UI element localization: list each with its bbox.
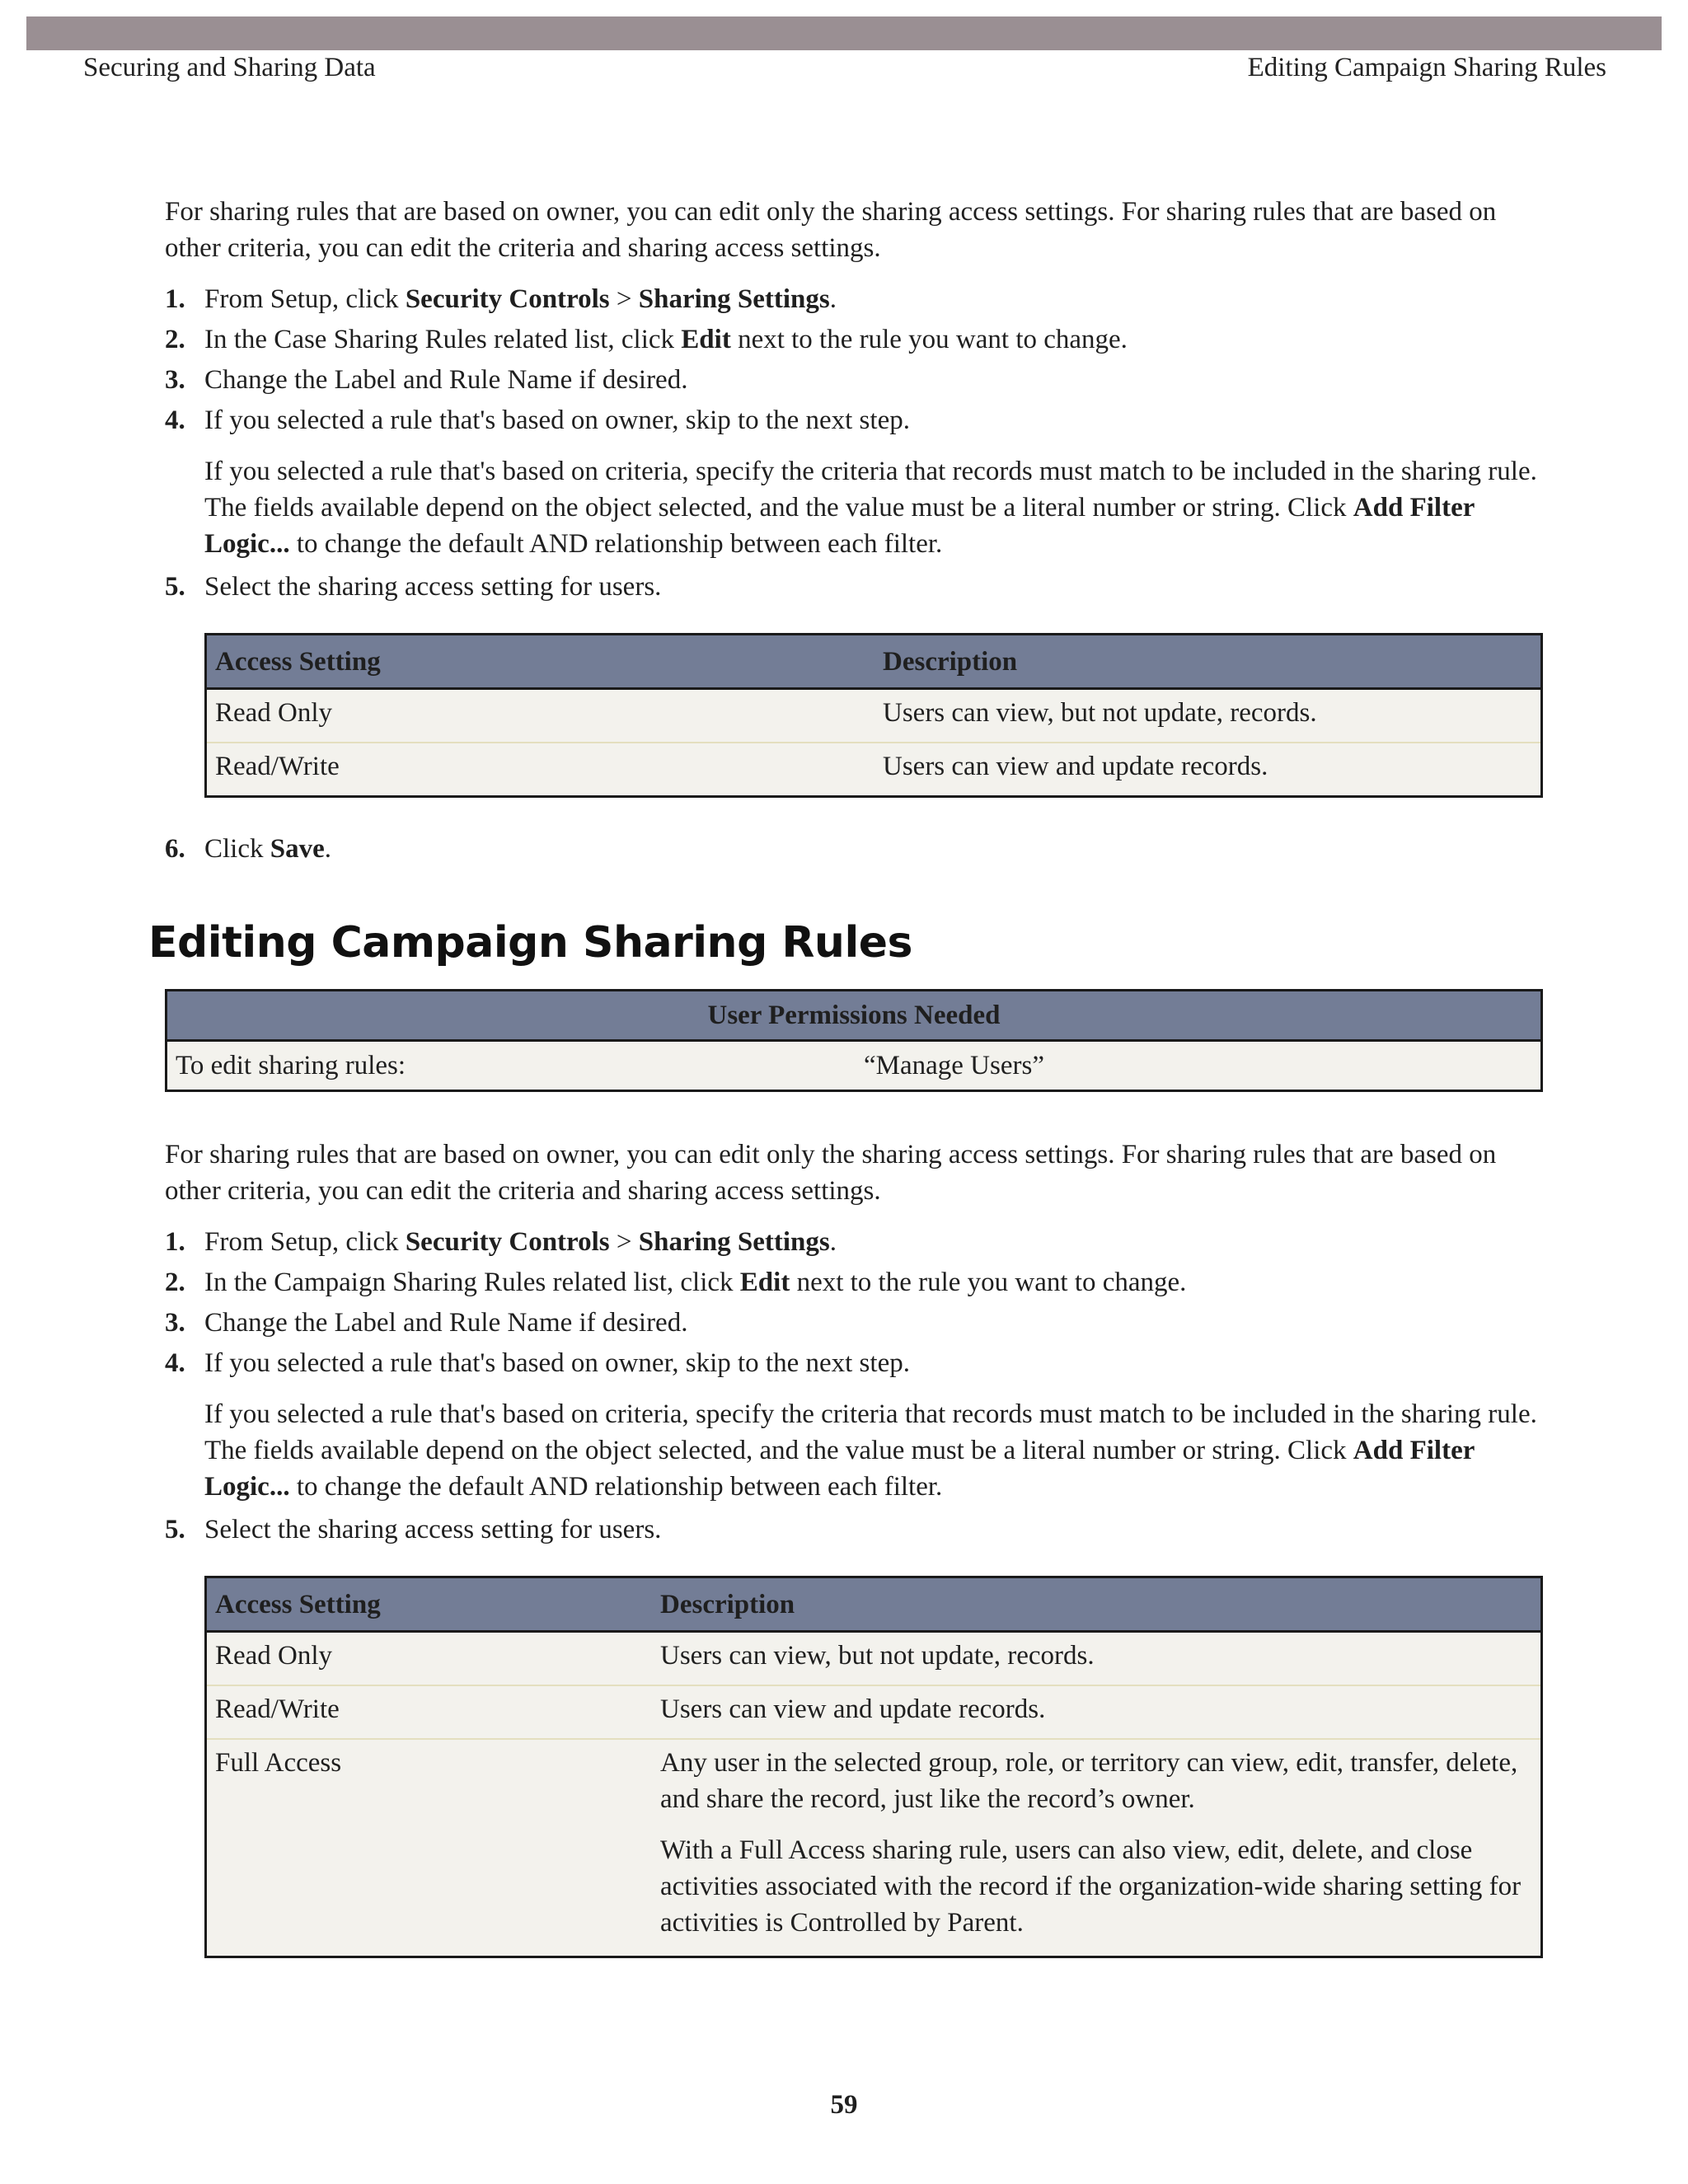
page-number: 59: [830, 2090, 858, 2120]
step-text: Change the Label and Rule Name if desired.: [204, 1308, 688, 1338]
description-cell: Users can view, but not update, records.: [874, 689, 1542, 743]
running-header-right: Editing Campaign Sharing Rules: [1247, 53, 1606, 82]
step-subparagraph: [204, 1396, 1543, 1505]
access-setting-cell: Read Only: [206, 689, 875, 743]
step-number: 2.: [165, 325, 185, 354]
step-text: From Setup, click: [204, 1227, 406, 1257]
step-text: Select the sharing access setting for users.: [204, 572, 662, 602]
path-separator: >: [609, 1227, 639, 1257]
permission-task-cell: To edit sharing rules:: [166, 1041, 856, 1091]
step-number: 3.: [165, 1308, 185, 1338]
menu-path-sharing-settings: Sharing Settings: [638, 284, 830, 314]
table-row: [206, 1739, 1542, 1957]
step-number: 3.: [165, 365, 185, 395]
column-header-description: Description: [874, 635, 1542, 689]
case-steps-list: [165, 281, 1543, 605]
add-filter-logic-text: Add Filter Logic...: [204, 493, 1475, 559]
step-item: [165, 569, 1543, 605]
case-steps-list-continued: [165, 831, 1543, 867]
edit-link-text: Edit: [681, 325, 731, 354]
column-header-description: Description: [652, 1577, 1542, 1632]
campaign-access-settings-table: [204, 1576, 1543, 1958]
permissions-header: User Permissions Needed: [166, 991, 1542, 1041]
step-item: [165, 321, 1543, 358]
step-text: Select the sharing access setting for users.: [204, 1515, 662, 1544]
running-header-left: Securing and Sharing Data: [83, 53, 376, 82]
description-cell: Users can view and update records.: [652, 1685, 1542, 1739]
step-number: 4.: [165, 405, 185, 435]
step-item: [165, 1264, 1543, 1301]
step-item: [165, 1345, 1543, 1505]
save-text: Save: [270, 834, 325, 864]
case-access-settings-table: [204, 633, 1543, 798]
step-text-end: .: [829, 1227, 837, 1257]
edit-link-text: Edit: [739, 1268, 790, 1297]
step-text: In the Case Sharing Rules related list, click: [204, 325, 682, 354]
column-header-access-setting: Access Setting: [206, 1577, 653, 1632]
table-row: [206, 1632, 1542, 1686]
menu-path-security-controls: Security Controls: [405, 1227, 610, 1257]
header-bar: [26, 16, 1662, 50]
step-item: [165, 1511, 1543, 1548]
access-setting-cell: Read/Write: [206, 743, 875, 797]
step-item: [165, 1305, 1543, 1341]
step-text: Click: [204, 834, 270, 864]
step-item: [165, 1224, 1543, 1260]
step-text: Change the Label and Rule Name if desired.: [204, 365, 688, 395]
step-text: In the Campaign Sharing Rules related list, click: [204, 1268, 740, 1297]
intro-paragraph: For sharing rules that are based on owner, you can edit only the sharing access settings. For sharing rules that are based on other criteria, you can edit the criteria and sharing access settings.: [165, 1140, 1497, 1206]
description-cell: Users can view and update records.: [874, 743, 1542, 797]
step-text: If you selected a rule that's based on owner, skip to the next step.: [204, 1348, 910, 1378]
subparagraph-text: If you selected a rule that's based on criteria, specify the criteria that records must match to be included in the sharing rule. The fields available depend on the object selected, and the value must be a literal number or string. Click: [204, 457, 1537, 523]
step-number: 1.: [165, 284, 185, 314]
step-text: From Setup, click: [204, 284, 406, 314]
step-item: [165, 402, 1543, 562]
step-text-end: next to the rule you want to change.: [730, 325, 1128, 354]
subparagraph-text-end: to change the default AND relationship between each filter.: [289, 1472, 943, 1502]
step-item: [165, 831, 1543, 867]
menu-path-security-controls: Security Controls: [405, 284, 610, 314]
step-text-end: .: [829, 284, 837, 314]
step-text-end: .: [324, 834, 331, 864]
step-number: 4.: [165, 1348, 185, 1378]
step-subparagraph: [204, 453, 1543, 562]
step-number: 5.: [165, 1515, 185, 1544]
step-item: [165, 362, 1543, 398]
description-paragraph: Any user in the selected group, role, or territory can view, edit, transfer, delete, and share the record, just like the record’s owner.: [660, 1748, 1518, 1814]
step-text-end: next to the rule you want to change.: [790, 1268, 1187, 1297]
intro-paragraph: For sharing rules that are based on owner, you can edit only the sharing access settings. For sharing rules that are based on other criteria, you can edit the criteria and sharing access settings.: [165, 197, 1497, 263]
access-setting-cell: Read Only: [206, 1632, 653, 1686]
step-item: [165, 281, 1543, 317]
permission-value-cell: “Manage Users”: [856, 1041, 1542, 1091]
description-paragraph: With a Full Access sharing rule, users can also view, edit, delete, and close activities associated with the record if the organization-wide sharing setting for activities is Controlled by Parent.: [660, 1835, 1522, 1938]
page-content: [148, 194, 1543, 1991]
add-filter-logic-text: Add Filter Logic...: [204, 1436, 1475, 1502]
table-row: [206, 743, 1542, 797]
step-number: 5.: [165, 572, 185, 602]
subparagraph-text-end: to change the default AND relationship between each filter.: [289, 529, 943, 559]
step-number: 1.: [165, 1227, 185, 1257]
section-title: Editing Campaign Sharing Rules: [148, 918, 912, 968]
description-cell: [652, 1739, 1542, 1957]
table-row: [206, 689, 1542, 743]
step-number: 6.: [165, 834, 185, 864]
menu-path-sharing-settings: Sharing Settings: [638, 1227, 830, 1257]
table-row: [166, 1041, 1542, 1091]
user-permissions-table: [165, 989, 1543, 1092]
step-number: 2.: [165, 1268, 185, 1297]
description-cell: Users can view, but not update, records.: [652, 1632, 1542, 1686]
step-text: If you selected a rule that's based on owner, skip to the next step.: [204, 405, 910, 435]
table-row: [206, 1685, 1542, 1739]
campaign-steps-list: [165, 1224, 1543, 1548]
access-setting-cell: Read/Write: [206, 1685, 653, 1739]
column-header-access-setting: Access Setting: [206, 635, 875, 689]
access-setting-cell: Full Access: [206, 1739, 653, 1957]
subparagraph-text: If you selected a rule that's based on criteria, specify the criteria that records must match to be included in the sharing rule. The fields available depend on the object selected, and the value must be a literal number or string. Click: [204, 1399, 1537, 1465]
path-separator: >: [609, 284, 639, 314]
